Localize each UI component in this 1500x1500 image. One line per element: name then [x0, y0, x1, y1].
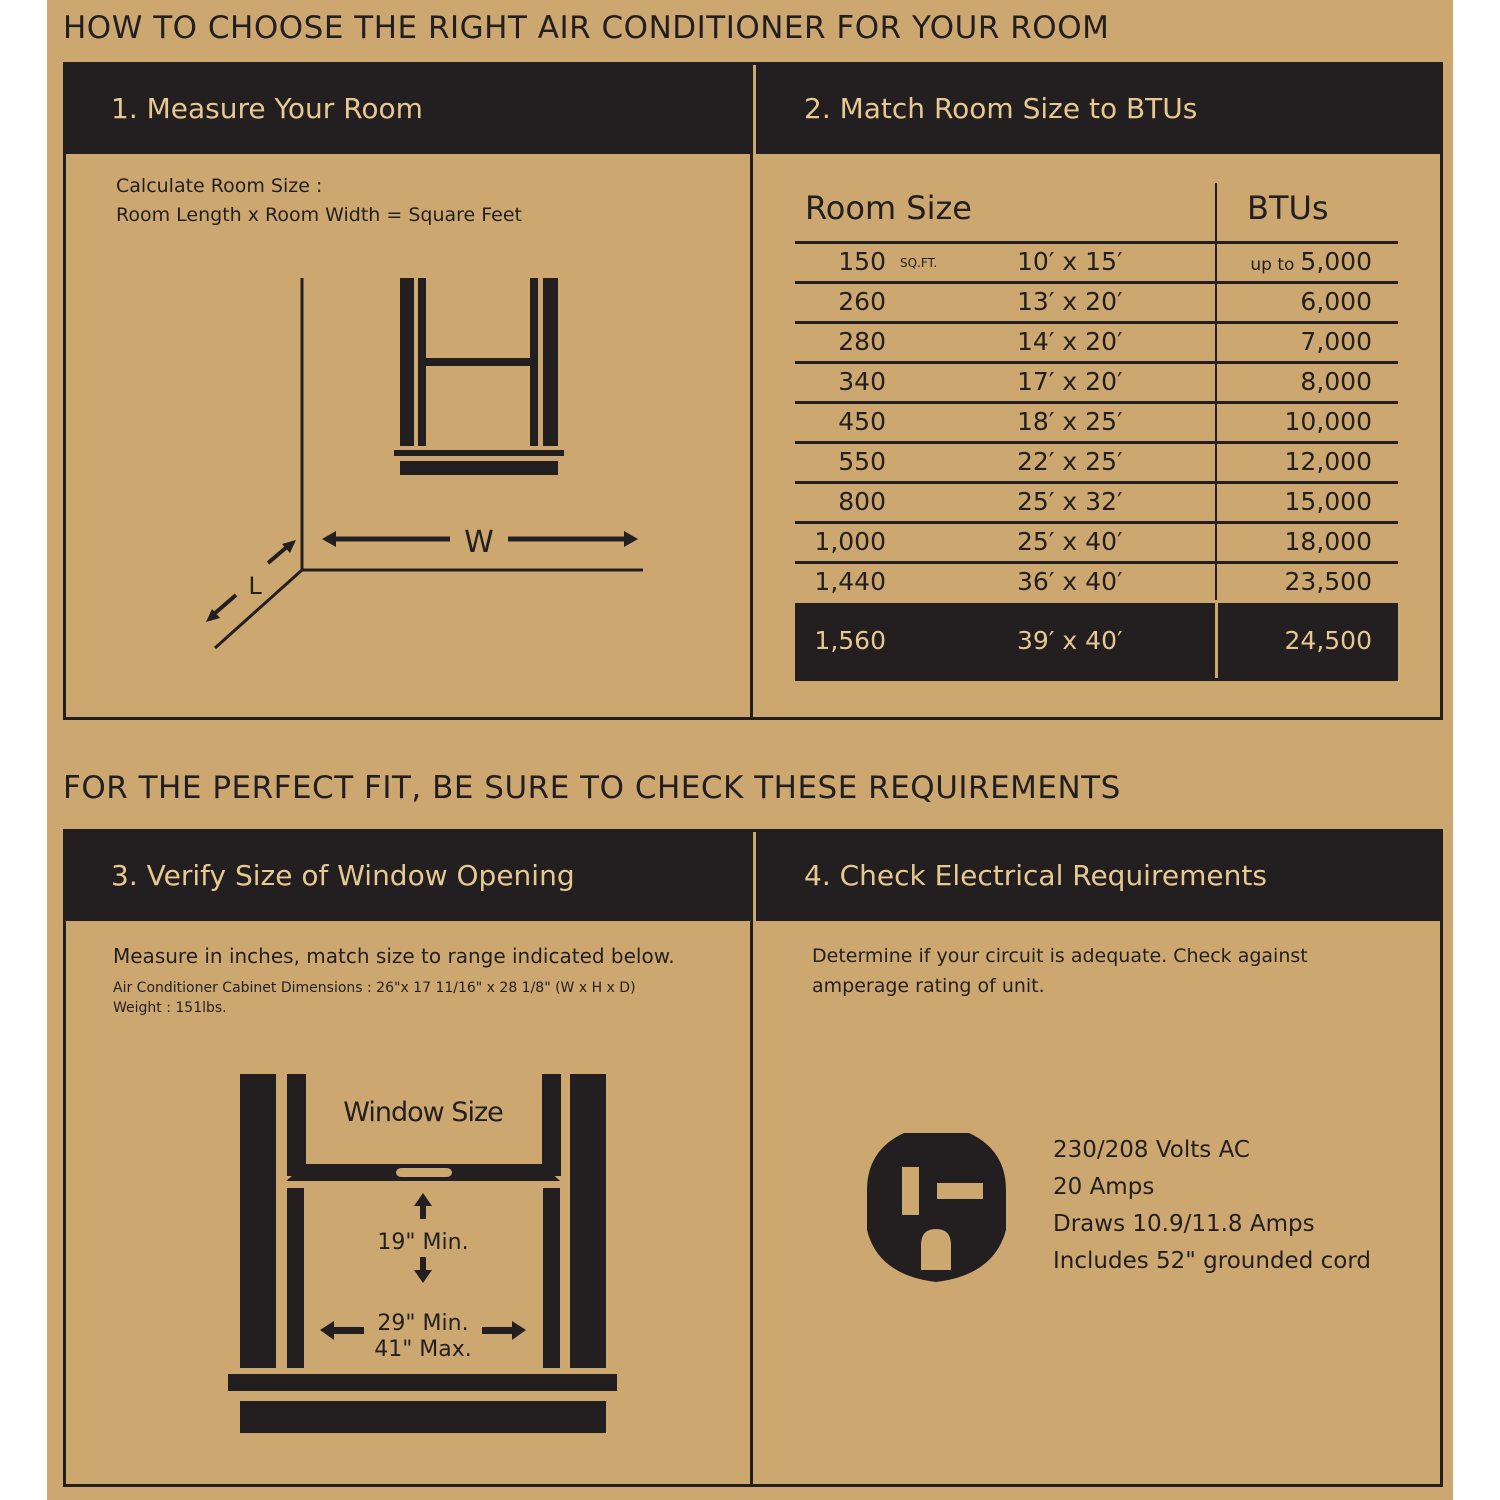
step3-line1: Measure in inches, match size to range indicated below.	[113, 944, 675, 968]
main-title: HOW TO CHOOSE THE RIGHT AIR CONDITIONER FOR YOUR ROOM	[63, 10, 1110, 46]
step1-line1: Calculate Room Size :	[116, 175, 323, 197]
step4-line2: amperage rating of unit.	[812, 975, 1045, 997]
step3-line3: Weight : 151lbs.	[113, 1000, 227, 1016]
dims-cell: 10′ x 15′	[1017, 247, 1123, 276]
dims-cell: 17′ x 20′	[1017, 367, 1123, 396]
dims-cell: 22′ x 25′	[1017, 447, 1123, 476]
spec-cord: Includes 52" grounded cord	[1053, 1248, 1371, 1274]
sqft-cell: 1,560	[814, 626, 886, 655]
table-row	[795, 324, 1398, 364]
step1-line2: Room Length x Room Width = Square Feet	[116, 204, 522, 226]
table-row	[795, 284, 1398, 324]
room-diagram-icon	[190, 260, 670, 670]
step2-header	[756, 62, 1443, 154]
sqft-cell: 550	[838, 447, 886, 476]
requirements-title: FOR THE PERFECT FIT, BE SURE TO CHECK THESE REQUIREMENTS	[63, 770, 1121, 806]
btu-cell: 23,500	[1284, 567, 1372, 596]
infographic-page	[47, 0, 1453, 1500]
width-label: W	[464, 525, 494, 560]
btu-value: 5,000	[1300, 247, 1372, 276]
sqft-cell: 450	[838, 407, 886, 436]
sqft-cell: 150	[838, 247, 886, 276]
dims-cell: 18′ x 25′	[1017, 407, 1123, 436]
bottom-panel-divider	[750, 829, 753, 1487]
btu-cell: 6,000	[1300, 287, 1372, 316]
btu-cell: 12,000	[1284, 447, 1372, 476]
dims-cell: 25′ x 40′	[1017, 527, 1123, 556]
sqft-cell: 1,440	[814, 567, 886, 596]
step4-heading: 4. Check Electrical Requirements	[804, 858, 1267, 892]
spec-voltage: 230/208 Volts AC	[1053, 1137, 1250, 1163]
btu-cell: 15,000	[1284, 487, 1372, 516]
btu-cell: 18,000	[1284, 527, 1372, 556]
table-row	[795, 444, 1398, 484]
step1-heading: 1. Measure Your Room	[111, 91, 423, 125]
btu-cell: 7,000	[1300, 327, 1372, 356]
step3-line2: Air Conditioner Cabinet Dimensions : 26"x 17 11/16" x 28 1/8" (W x H x D)	[113, 980, 636, 996]
table-row	[795, 364, 1398, 404]
dims-cell: 13′ x 20′	[1017, 287, 1123, 316]
sqft-cell: 280	[838, 327, 886, 356]
dims-cell: 25′ x 32′	[1017, 487, 1123, 516]
window-opening-diagram-icon	[220, 1060, 640, 1440]
btu-cell: 24,500	[1284, 626, 1372, 655]
step3-header	[63, 829, 750, 921]
window-size-label: Window Size	[343, 1097, 503, 1128]
sqft-cell: 800	[838, 487, 886, 516]
table-row	[795, 244, 1398, 284]
length-label: L	[248, 572, 262, 600]
step4-header	[756, 829, 1443, 921]
btu-table	[795, 183, 1398, 681]
unit-label: SQ.FT.	[900, 256, 938, 270]
btu-table-header	[795, 183, 1398, 244]
table-row-highlighted	[795, 603, 1398, 681]
btu-prefix: up to	[1250, 255, 1295, 275]
width-min-label: 29" Min.	[377, 1311, 469, 1336]
col-room-size: Room Size	[805, 189, 972, 227]
top-panel-divider	[750, 62, 753, 720]
highlight-row-divider	[1215, 600, 1218, 678]
outlet-icon	[864, 1130, 1009, 1285]
step2-heading: 2. Match Room Size to BTUs	[804, 91, 1198, 125]
sqft-cell: 1,000	[814, 527, 886, 556]
step3-heading: 3. Verify Size of Window Opening	[111, 858, 575, 892]
btu-cell	[1250, 247, 1372, 276]
height-min-label: 19" Min.	[377, 1230, 469, 1255]
table-row	[795, 484, 1398, 524]
table-row	[795, 524, 1398, 564]
spec-amps: 20 Amps	[1053, 1174, 1155, 1200]
btu-cell: 10,000	[1284, 407, 1372, 436]
col-btus: BTUs	[1247, 189, 1329, 227]
step4-line1: Determine if your circuit is adequate. Check against	[812, 945, 1308, 967]
sqft-cell: 260	[838, 287, 886, 316]
electrical-specs	[1053, 1132, 1371, 1280]
table-row	[795, 404, 1398, 444]
spec-draw: Draws 10.9/11.8 Amps	[1053, 1211, 1315, 1237]
btu-cell: 8,000	[1300, 367, 1372, 396]
step1-header	[63, 62, 750, 154]
dims-cell: 36′ x 40′	[1017, 567, 1123, 596]
width-max-label: 41" Max.	[374, 1337, 472, 1362]
sqft-cell: 340	[838, 367, 886, 396]
dims-cell: 39′ x 40′	[1017, 626, 1123, 655]
dims-cell: 14′ x 20′	[1017, 327, 1123, 356]
table-row	[795, 564, 1398, 601]
